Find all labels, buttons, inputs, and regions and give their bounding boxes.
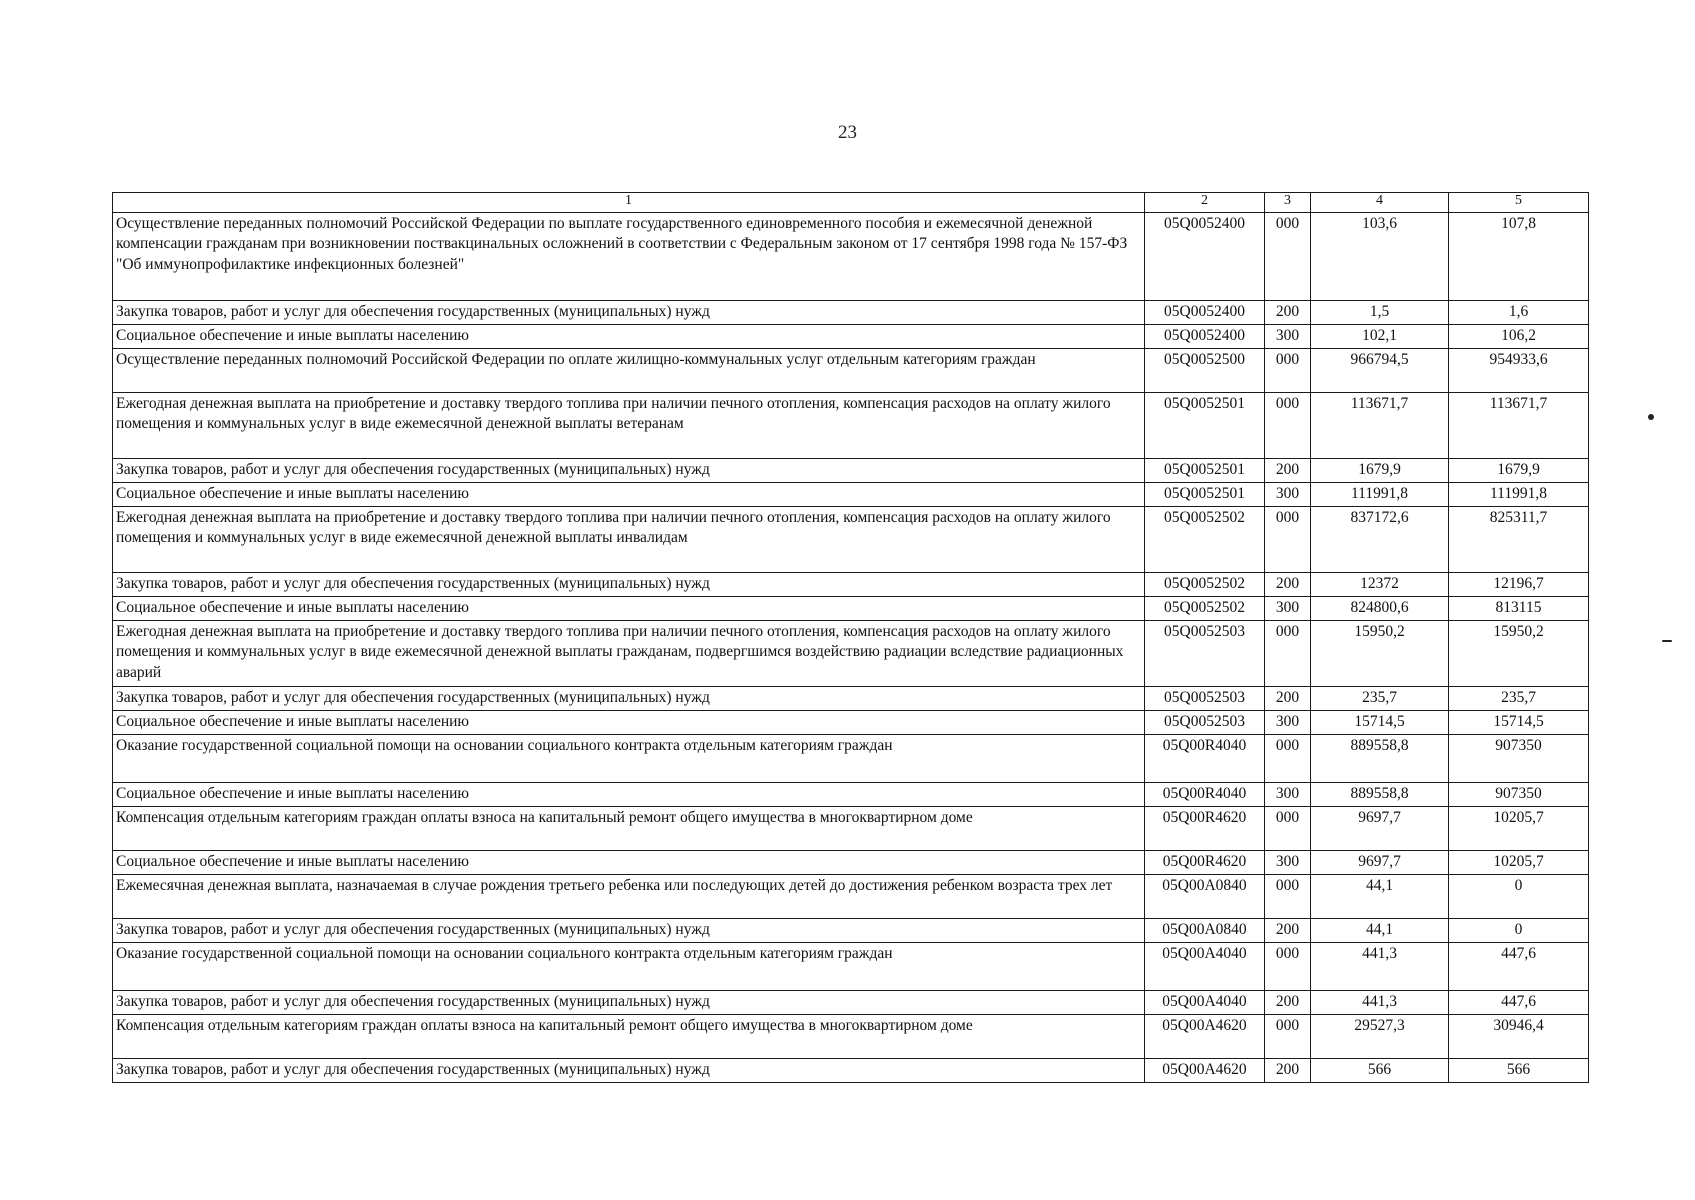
row-name: Закупка товаров, работ и услуг для обеспечения государственных (муниципальных) нужд xyxy=(113,919,1145,943)
row-code: 05Q00A4040 xyxy=(1145,991,1265,1015)
row-value-col5: 447,6 xyxy=(1449,943,1589,991)
row-value-col5: 10205,7 xyxy=(1449,851,1589,875)
row-code: 05Q0052502 xyxy=(1145,507,1265,573)
row-code: 05Q0052503 xyxy=(1145,711,1265,735)
row-kvr: 300 xyxy=(1265,711,1311,735)
row-kvr: 200 xyxy=(1265,991,1311,1015)
row-name: Осуществление переданных полномочий Российской Федерации по выплате государственного единовременного пособия и ежемесячной денежной компенсации гражданам при возникновении поствакцинальных осложнений в соответствии с Федеральным законом от 17 сентября 1998 года № 157-ФЗ "Об иммунопрофилактике инфекционных болезней" xyxy=(113,213,1145,301)
row-value-col5: 106,2 xyxy=(1449,325,1589,349)
row-kvr: 000 xyxy=(1265,621,1311,687)
row-kvr: 000 xyxy=(1265,349,1311,393)
row-value-col5: 30946,4 xyxy=(1449,1015,1589,1059)
header-row xyxy=(113,193,1589,213)
table-row xyxy=(113,783,1589,807)
row-code: 05Q00R4040 xyxy=(1145,783,1265,807)
table-row xyxy=(113,483,1589,507)
page-number: 23 xyxy=(838,122,857,143)
row-value-col4: 837172,6 xyxy=(1311,507,1449,573)
row-code: 05Q0052501 xyxy=(1145,483,1265,507)
row-code: 05Q00A4040 xyxy=(1145,943,1265,991)
table-row xyxy=(113,459,1589,483)
table-row xyxy=(113,991,1589,1015)
table-row xyxy=(113,1059,1589,1083)
row-kvr: 300 xyxy=(1265,483,1311,507)
row-value-col4: 824800,6 xyxy=(1311,597,1449,621)
table-row xyxy=(113,919,1589,943)
row-kvr: 200 xyxy=(1265,573,1311,597)
row-code: 05Q0052502 xyxy=(1145,573,1265,597)
scan-speck xyxy=(1662,640,1672,642)
row-kvr: 200 xyxy=(1265,1059,1311,1083)
row-value-col4: 889558,8 xyxy=(1311,783,1449,807)
row-kvr: 000 xyxy=(1265,1015,1311,1059)
table-row xyxy=(113,325,1589,349)
row-name: Ежегодная денежная выплата на приобретение и доставку твердого топлива при наличии печного отопления, компенсация расходов на оплату жилого помещения и коммунальных услуг в виде ежемесячной денежной выплаты гражданам, подвергшимся воздействию радиации вследствие радиационных аварий xyxy=(113,621,1145,687)
table-row xyxy=(113,573,1589,597)
row-value-col4: 102,1 xyxy=(1311,325,1449,349)
row-value-col4: 441,3 xyxy=(1311,943,1449,991)
row-value-col5: 107,8 xyxy=(1449,213,1589,301)
row-name: Социальное обеспечение и иные выплаты населению xyxy=(113,325,1145,349)
row-value-col4: 235,7 xyxy=(1311,687,1449,711)
row-name: Оказание государственной социальной помощи на основании социального контракта отдельным категориям граждан xyxy=(113,735,1145,783)
row-code: 05Q0052502 xyxy=(1145,597,1265,621)
row-code: 05Q0052400 xyxy=(1145,301,1265,325)
row-value-col4: 29527,3 xyxy=(1311,1015,1449,1059)
row-name: Социальное обеспечение и иные выплаты населению xyxy=(113,711,1145,735)
row-name: Закупка товаров, работ и услуг для обеспечения государственных (муниципальных) нужд xyxy=(113,301,1145,325)
row-value-col5: 111991,8 xyxy=(1449,483,1589,507)
row-value-col5: 15950,2 xyxy=(1449,621,1589,687)
row-code: 05Q00A0840 xyxy=(1145,875,1265,919)
row-kvr: 200 xyxy=(1265,919,1311,943)
row-name: Социальное обеспечение и иные выплаты населению xyxy=(113,783,1145,807)
row-kvr: 000 xyxy=(1265,393,1311,459)
table-row xyxy=(113,807,1589,851)
row-code: 05Q00A4620 xyxy=(1145,1059,1265,1083)
row-value-col5: 566 xyxy=(1449,1059,1589,1083)
row-kvr: 300 xyxy=(1265,597,1311,621)
row-value-col4: 111991,8 xyxy=(1311,483,1449,507)
row-value-col5: 235,7 xyxy=(1449,687,1589,711)
table-row xyxy=(113,1015,1589,1059)
row-value-col4: 966794,5 xyxy=(1311,349,1449,393)
row-name: Закупка товаров, работ и услуг для обеспечения государственных (муниципальных) нужд xyxy=(113,991,1145,1015)
row-value-col5: 907350 xyxy=(1449,783,1589,807)
row-value-col5: 1,6 xyxy=(1449,301,1589,325)
table-row xyxy=(113,393,1589,459)
row-name: Осуществление переданных полномочий Российской Федерации по оплате жилищно-коммунальных услуг отдельным категориям граждан xyxy=(113,349,1145,393)
header-col-4: 4 xyxy=(1311,193,1449,213)
row-code: 05Q00R4620 xyxy=(1145,807,1265,851)
header-col-2: 2 xyxy=(1145,193,1265,213)
row-name: Ежегодная денежная выплата на приобретение и доставку твердого топлива при наличии печного отопления, компенсация расходов на оплату жилого помещения и коммунальных услуг в виде ежемесячной денежной выплаты ветеранам xyxy=(113,393,1145,459)
scan-speck xyxy=(1648,414,1654,420)
row-name: Закупка товаров, работ и услуг для обеспечения государственных (муниципальных) нужд xyxy=(113,573,1145,597)
table-row xyxy=(113,597,1589,621)
row-value-col5: 0 xyxy=(1449,875,1589,919)
table-header xyxy=(113,193,1589,213)
row-kvr: 000 xyxy=(1265,943,1311,991)
row-value-col4: 9697,7 xyxy=(1311,851,1449,875)
row-value-col4: 44,1 xyxy=(1311,875,1449,919)
row-name: Ежемесячная денежная выплата, назначаемая в случае рождения третьего ребенка или последующих детей до достижения ребенком возраста трех лет xyxy=(113,875,1145,919)
row-kvr: 200 xyxy=(1265,459,1311,483)
row-value-col5: 813115 xyxy=(1449,597,1589,621)
row-name: Социальное обеспечение и иные выплаты населению xyxy=(113,597,1145,621)
table-row xyxy=(113,621,1589,687)
row-kvr: 300 xyxy=(1265,325,1311,349)
row-name: Закупка товаров, работ и услуг для обеспечения государственных (муниципальных) нужд xyxy=(113,459,1145,483)
row-kvr: 200 xyxy=(1265,687,1311,711)
row-code: 05Q0052501 xyxy=(1145,459,1265,483)
row-value-col5: 10205,7 xyxy=(1449,807,1589,851)
row-name: Социальное обеспечение и иные выплаты населению xyxy=(113,483,1145,507)
row-value-col4: 889558,8 xyxy=(1311,735,1449,783)
row-value-col4: 1679,9 xyxy=(1311,459,1449,483)
table-row xyxy=(113,943,1589,991)
header-col-1: 1 xyxy=(113,193,1145,213)
row-value-col5: 447,6 xyxy=(1449,991,1589,1015)
table-row xyxy=(113,851,1589,875)
row-code: 05Q00A4620 xyxy=(1145,1015,1265,1059)
row-value-col5: 15714,5 xyxy=(1449,711,1589,735)
row-kvr: 000 xyxy=(1265,507,1311,573)
table-row xyxy=(113,507,1589,573)
table-row xyxy=(113,711,1589,735)
row-name: Компенсация отдельным категориям граждан оплаты взноса на капитальный ремонт общего имущества в многоквартирном доме xyxy=(113,1015,1145,1059)
row-name: Компенсация отдельным категориям граждан оплаты взноса на капитальный ремонт общего имущества в многоквартирном доме xyxy=(113,807,1145,851)
row-name: Оказание государственной социальной помощи на основании социального контракта отдельным категориям граждан xyxy=(113,943,1145,991)
row-code: 05Q0052400 xyxy=(1145,213,1265,301)
row-name: Закупка товаров, работ и услуг для обеспечения государственных (муниципальных) нужд xyxy=(113,1059,1145,1083)
row-kvr: 000 xyxy=(1265,875,1311,919)
budget-table xyxy=(112,192,1589,1083)
table-row xyxy=(113,875,1589,919)
row-value-col4: 12372 xyxy=(1311,573,1449,597)
row-value-col5: 907350 xyxy=(1449,735,1589,783)
row-kvr: 200 xyxy=(1265,301,1311,325)
row-value-col5: 1679,9 xyxy=(1449,459,1589,483)
row-value-col4: 566 xyxy=(1311,1059,1449,1083)
row-value-col5: 825311,7 xyxy=(1449,507,1589,573)
row-kvr: 300 xyxy=(1265,851,1311,875)
row-code: 05Q0052500 xyxy=(1145,349,1265,393)
row-code: 05Q00R4620 xyxy=(1145,851,1265,875)
row-code: 05Q00A0840 xyxy=(1145,919,1265,943)
table-row xyxy=(113,349,1589,393)
table-row xyxy=(113,213,1589,301)
row-value-col4: 15950,2 xyxy=(1311,621,1449,687)
header-col-3: 3 xyxy=(1265,193,1311,213)
row-kvr: 000 xyxy=(1265,213,1311,301)
row-name: Социальное обеспечение и иные выплаты населению xyxy=(113,851,1145,875)
table-row xyxy=(113,735,1589,783)
header-col-5: 5 xyxy=(1449,193,1589,213)
row-kvr: 000 xyxy=(1265,735,1311,783)
row-value-col4: 9697,7 xyxy=(1311,807,1449,851)
row-value-col4: 1,5 xyxy=(1311,301,1449,325)
row-value-col4: 15714,5 xyxy=(1311,711,1449,735)
row-name: Ежегодная денежная выплата на приобретение и доставку твердого топлива при наличии печного отопления, компенсация расходов на оплату жилого помещения и коммунальных услуг в виде ежемесячной денежной выплаты инвалидам xyxy=(113,507,1145,573)
row-kvr: 000 xyxy=(1265,807,1311,851)
row-code: 05Q0052501 xyxy=(1145,393,1265,459)
table-body xyxy=(113,213,1589,1083)
table-row xyxy=(113,687,1589,711)
row-code: 05Q0052400 xyxy=(1145,325,1265,349)
row-value-col5: 12196,7 xyxy=(1449,573,1589,597)
row-name: Закупка товаров, работ и услуг для обеспечения государственных (муниципальных) нужд xyxy=(113,687,1145,711)
row-code: 05Q0052503 xyxy=(1145,687,1265,711)
row-value-col5: 113671,7 xyxy=(1449,393,1589,459)
row-value-col4: 44,1 xyxy=(1311,919,1449,943)
row-value-col4: 103,6 xyxy=(1311,213,1449,301)
row-code: 05Q0052503 xyxy=(1145,621,1265,687)
table-row xyxy=(113,301,1589,325)
row-code: 05Q00R4040 xyxy=(1145,735,1265,783)
row-value-col5: 954933,6 xyxy=(1449,349,1589,393)
row-value-col4: 113671,7 xyxy=(1311,393,1449,459)
row-value-col5: 0 xyxy=(1449,919,1589,943)
row-value-col4: 441,3 xyxy=(1311,991,1449,1015)
row-kvr: 300 xyxy=(1265,783,1311,807)
